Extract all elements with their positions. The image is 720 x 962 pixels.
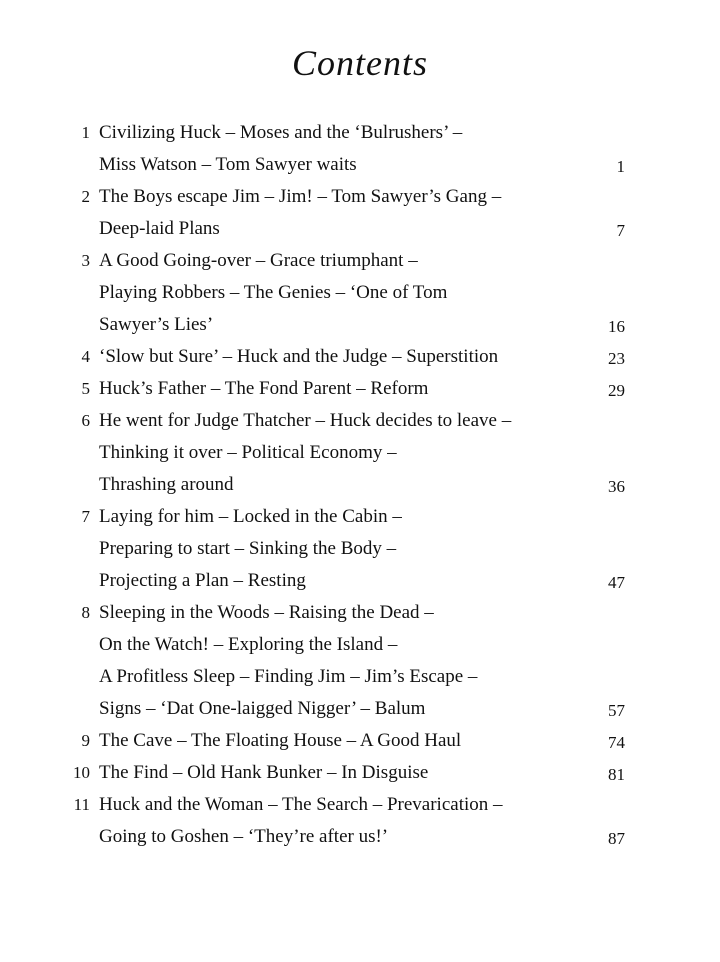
chapter-summary: Thrashing around <box>99 474 234 495</box>
toc-line <box>0 149 720 181</box>
chapter-summary: The Find – Old Hank Bunker – In Disguise <box>99 762 429 783</box>
page-number: 1 <box>616 157 625 176</box>
toc-entry <box>0 181 720 245</box>
chapter-summary: On the Watch! – Exploring the Island – <box>99 634 398 655</box>
toc-line <box>0 373 720 405</box>
toc-line <box>0 277 720 309</box>
chapter-summary: The Boys escape Jim – Jim! – Tom Sawyer’s Gang – <box>99 186 502 207</box>
chapter-summary: He went for Judge Thatcher – Huck decides to leave – <box>99 410 512 431</box>
chapter-summary: Huck’s Father – The Fond Parent – Reform <box>99 378 429 399</box>
toc-line <box>0 821 720 853</box>
table-of-contents <box>0 117 720 853</box>
toc-line <box>0 309 720 341</box>
toc-entry <box>0 597 720 725</box>
page-number: 7 <box>616 221 625 240</box>
chapter-summary: Preparing to start – Sinking the Body – <box>99 538 397 559</box>
chapter-summary: Deep-laid Plans <box>99 218 220 239</box>
page-number: 23 <box>608 349 625 368</box>
toc-line <box>0 597 720 629</box>
chapter-number: 8 <box>81 603 90 622</box>
toc-entry <box>0 501 720 597</box>
toc-line <box>0 437 720 469</box>
page-number: 87 <box>608 829 625 848</box>
chapter-summary: Going to Goshen – ‘They’re after us!’ <box>99 826 389 847</box>
page-number: 81 <box>608 765 625 784</box>
toc-line <box>0 629 720 661</box>
toc-entry <box>0 245 720 341</box>
page-number: 29 <box>608 381 625 400</box>
toc-entry <box>0 341 720 373</box>
chapter-summary: Sleeping in the Woods – Raising the Dead – <box>99 602 434 623</box>
toc-line <box>0 469 720 501</box>
chapter-number: 2 <box>81 187 90 206</box>
toc-entry <box>0 373 720 405</box>
chapter-summary: Thinking it over – Political Economy – <box>99 442 397 463</box>
toc-line <box>0 661 720 693</box>
chapter-number: 5 <box>81 379 90 398</box>
page-number: 57 <box>608 701 625 720</box>
chapter-summary: Signs – ‘Dat One-laigged Nigger’ – Balum <box>99 698 426 719</box>
chapter-number: 10 <box>73 763 90 782</box>
toc-line <box>0 693 720 725</box>
toc-line <box>0 405 720 437</box>
toc-line <box>0 181 720 213</box>
chapter-number: 4 <box>81 347 90 366</box>
chapter-number: 3 <box>81 251 90 270</box>
toc-line <box>0 789 720 821</box>
toc-line <box>0 757 720 789</box>
toc-entry <box>0 757 720 789</box>
chapter-summary: Miss Watson – Tom Sawyer waits <box>99 154 357 175</box>
page-title: Contents <box>291 43 428 83</box>
chapter-summary: Huck and the Woman – The Search – Prevarication – <box>99 794 503 815</box>
toc-line <box>0 117 720 149</box>
chapter-summary: Sawyer’s Lies’ <box>99 314 214 335</box>
toc-entry <box>0 117 720 181</box>
chapter-number: 9 <box>81 731 90 750</box>
page-number: 36 <box>608 477 625 496</box>
chapter-summary: Laying for him – Locked in the Cabin – <box>99 506 402 527</box>
toc-line <box>0 245 720 277</box>
chapter-number: 7 <box>81 507 90 526</box>
toc-line <box>0 725 720 757</box>
chapter-summary: Playing Robbers – The Genies – ‘One of Tom <box>99 282 448 303</box>
toc-line <box>0 565 720 597</box>
toc-entry <box>0 789 720 853</box>
chapter-summary: Civilizing Huck – Moses and the ‘Bulrushers’ – <box>99 122 463 143</box>
toc-line <box>0 501 720 533</box>
chapter-summary: ‘Slow but Sure’ – Huck and the Judge – Superstition <box>99 346 499 367</box>
page-number: 16 <box>608 317 625 336</box>
chapter-summary: A Good Going-over – Grace triumphant – <box>99 250 418 271</box>
chapter-number: 6 <box>81 411 90 430</box>
chapter-number: 11 <box>73 795 90 814</box>
toc-entry <box>0 405 720 501</box>
toc-entry <box>0 725 720 757</box>
page-number: 47 <box>608 573 625 592</box>
page-number: 74 <box>608 733 625 752</box>
toc-line <box>0 341 720 373</box>
chapter-summary: The Cave – The Floating House – A Good Haul <box>99 730 462 751</box>
chapter-number: 1 <box>81 123 90 142</box>
chapter-summary: Projecting a Plan – Resting <box>99 570 306 591</box>
chapter-summary: A Profitless Sleep – Finding Jim – Jim’s Escape – <box>99 666 478 687</box>
toc-line <box>0 213 720 245</box>
toc-line <box>0 533 720 565</box>
